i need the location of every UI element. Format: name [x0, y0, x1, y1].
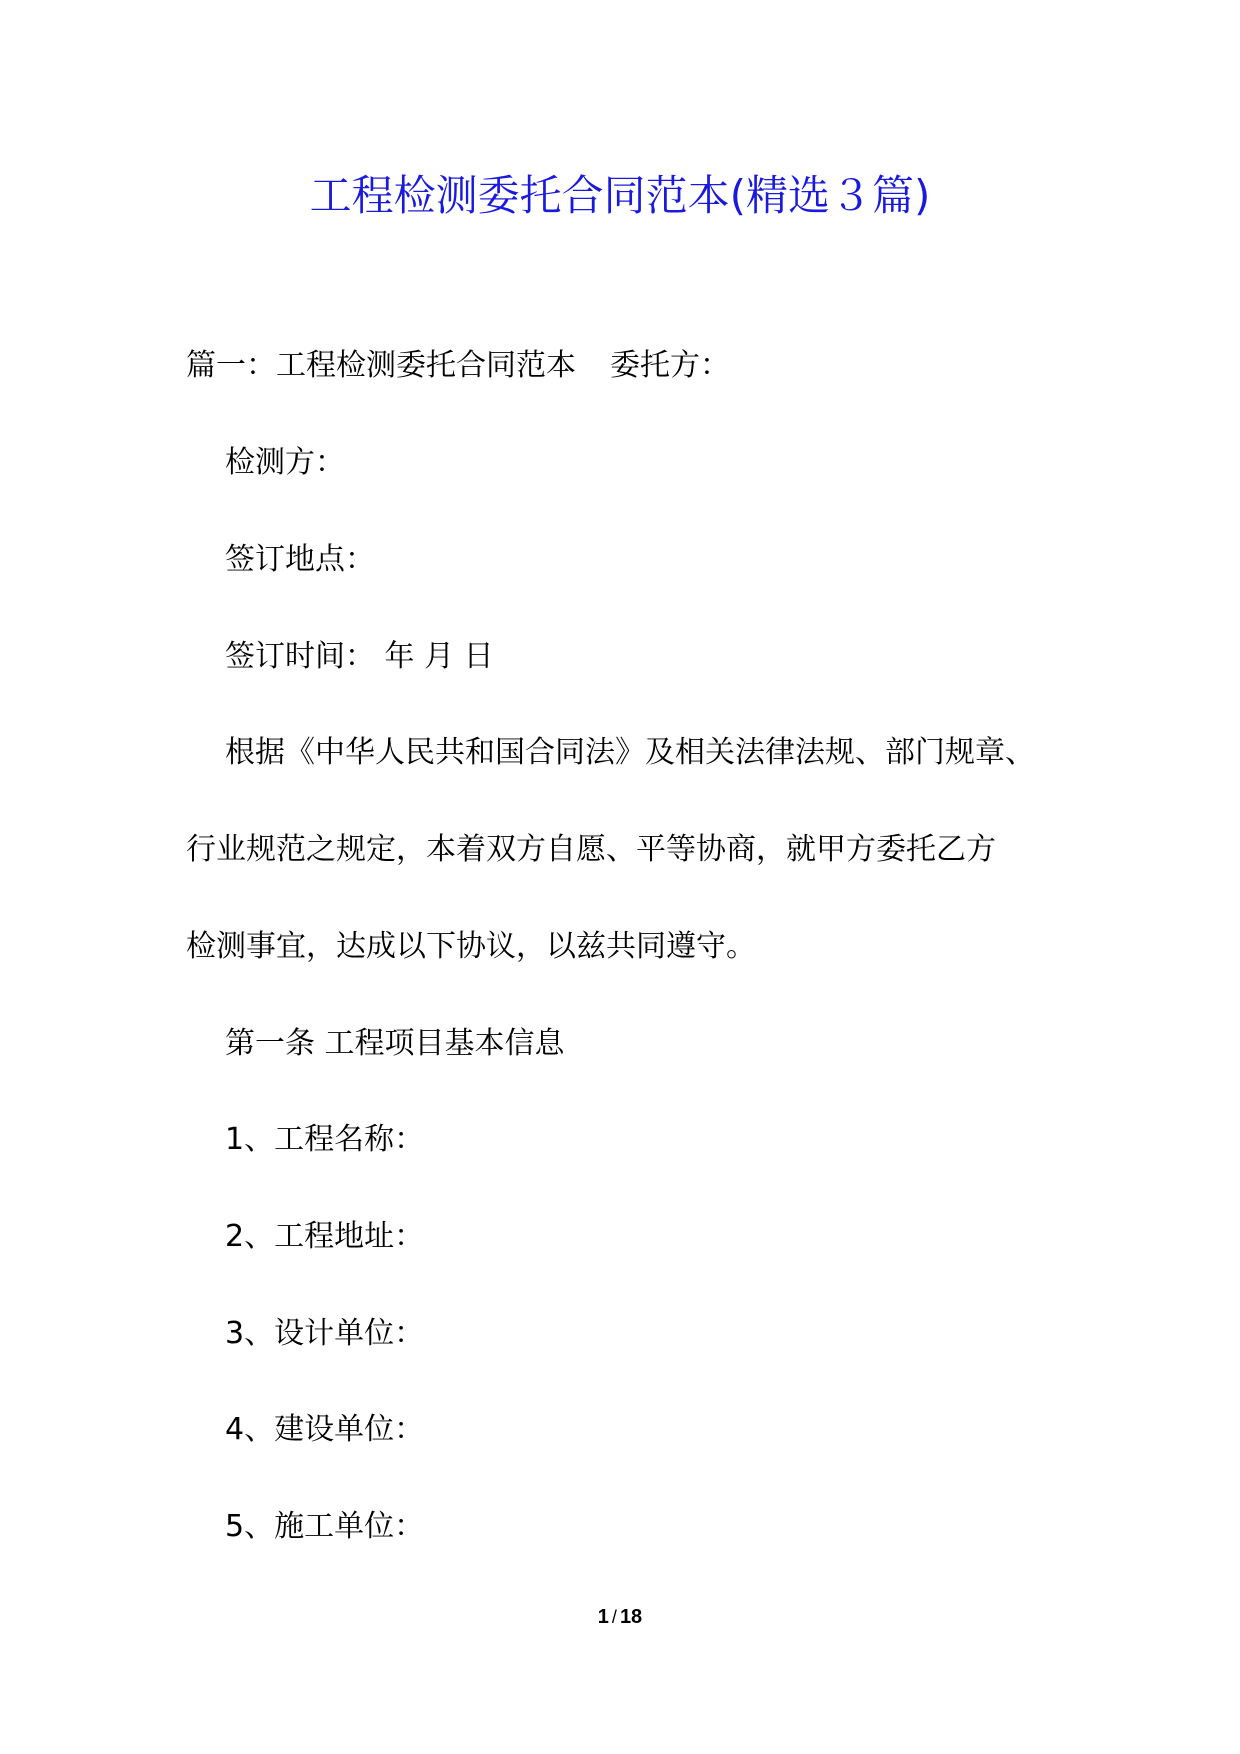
field-sign-place: 签订地点： [225, 542, 375, 577]
page-number [0, 1606, 1240, 1629]
list-item: 4、建设单位： [225, 1412, 425, 1447]
article-title: 第一条 工程项目基本信息 [225, 1026, 565, 1061]
page-separator: / [611, 1607, 617, 1627]
list-item: 2、工程地址： [225, 1219, 425, 1254]
list-item: 5、施工单位： [225, 1509, 425, 1544]
list-item: 3、设计单位： [225, 1316, 425, 1351]
field-inspector: 检测方： [225, 445, 345, 480]
list-item: 1、工程名称： [225, 1122, 425, 1157]
paragraph-line: 行业规范之规定，本着双方自愿、平等协商，就甲方委托乙方 [186, 832, 996, 867]
paragraph-line: 根据《中华人民共和国合同法》及相关法律法规、部门规章、 [225, 735, 1035, 770]
heading-part-b: 委托方： [610, 348, 730, 383]
page-current: 1 [597, 1606, 609, 1628]
field-sign-date: 签订时间： 年 月 日 [225, 639, 494, 674]
heading-line [186, 344, 730, 388]
page-total: 18 [619, 1606, 643, 1628]
document-title: 工程检测委托合同范本(精选３篇) [309, 171, 931, 220]
paragraph-line: 检测事宜，达成以下协议，以兹共同遵守。 [186, 929, 756, 964]
heading-part-a: 篇一：工程检测委托合同范本 [186, 348, 576, 383]
